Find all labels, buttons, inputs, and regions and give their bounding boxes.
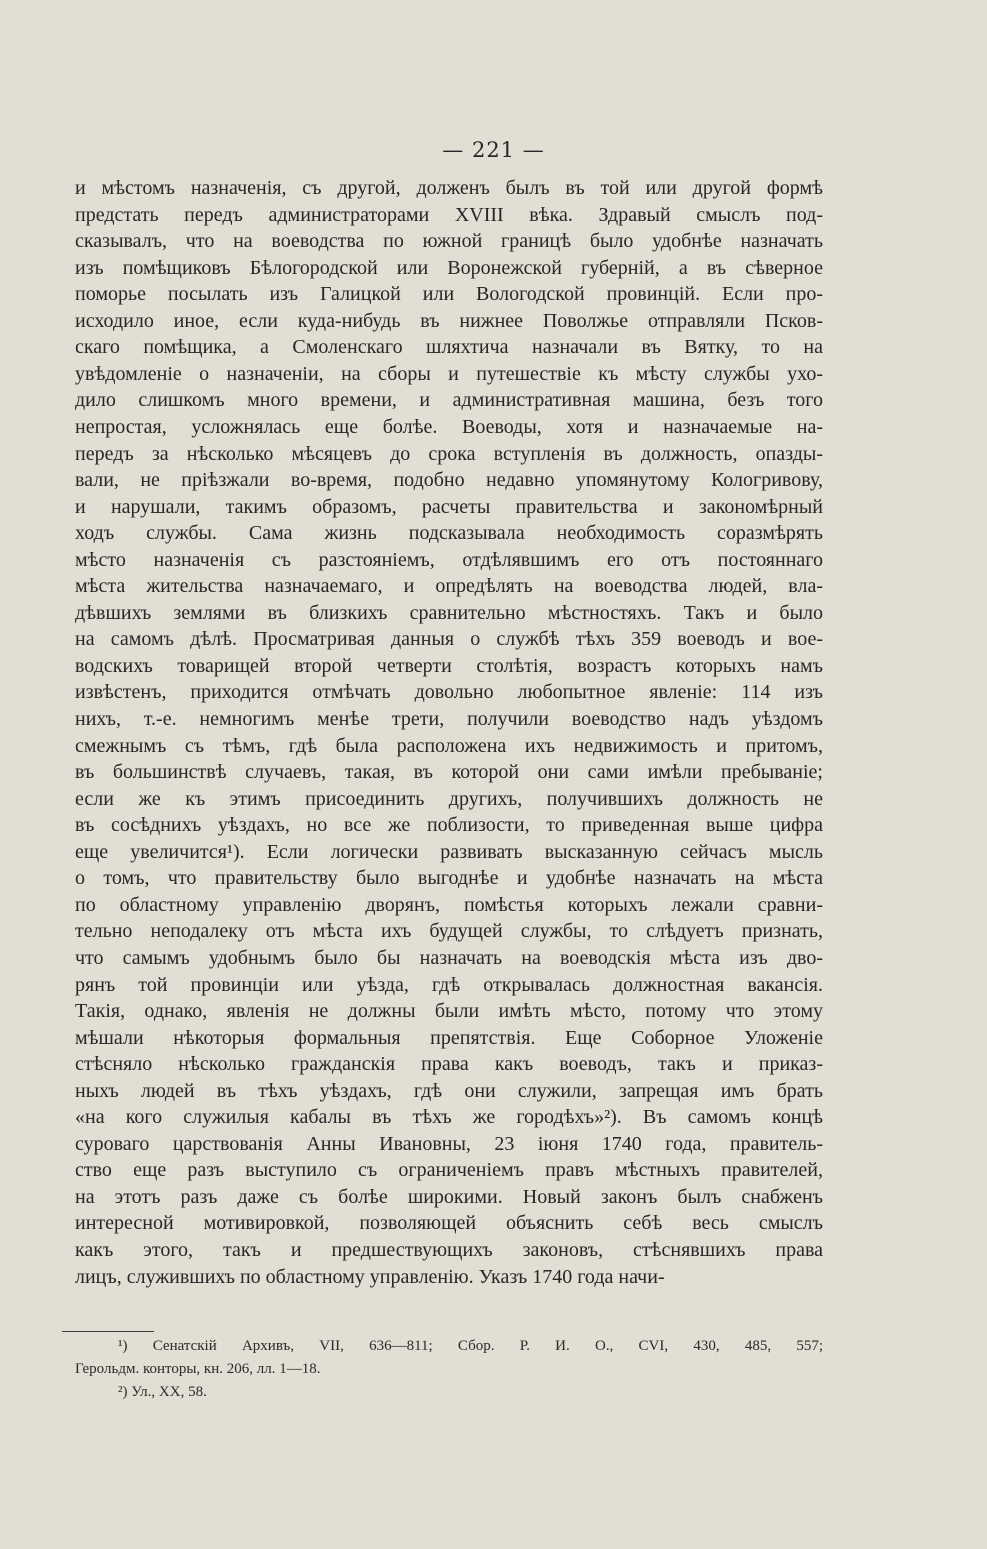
body-line: еще увеличится¹). Если логически развивать высказанную сейчасъ мысль <box>75 840 823 863</box>
body-line: что самымъ удобнымъ было бы назначать на воеводскія мѣста изъ дво- <box>75 946 823 969</box>
body-line: о томъ, что правительству было выгоднѣе и удобнѣе назначать на мѣста <box>75 867 823 890</box>
body-line: стѣсняло нѣсколько гражданскія права какъ воеводъ, такъ и приказ- <box>75 1053 823 1076</box>
body-line: поморье посылать изъ Галицкой или Вологодской провинцій. Если про- <box>75 283 823 306</box>
body-line: ныхъ людей въ тѣхъ уѣздахъ, гдѣ они служили, запрещая имъ брать <box>75 1079 823 1102</box>
body-line: сказывалъ, что на воеводства по южной границѣ было удобнѣе назначать <box>75 230 823 253</box>
body-line: въ большинствѣ случаевъ, такая, въ которой они сами имѣли пребываніе; <box>75 761 823 784</box>
body-line: суроваго царствованія Анны Ивановны, 23 іюня 1740 года, правитель- <box>75 1132 823 1155</box>
body-line: по областному управленію дворянъ, помѣстья которыхъ лежали сравни- <box>75 893 823 916</box>
body-line: Такія, однако, явленія не должны были имѣть мѣсто, потому что этому <box>75 1000 823 1023</box>
body-line: нихъ, т.-е. немногимъ менѣе трети, получили воеводство надъ уѣздомъ <box>75 708 823 730</box>
body-line: и мѣстомъ назначенія, съ другой, долженъ былъ въ той или другой формѣ <box>75 177 823 199</box>
body-line: мѣшали нѣкоторыя формальныя препятствія. Еще Соборное Уложеніе <box>75 1026 823 1049</box>
body-line: дило слишкомъ много времени, и административная машина, безъ того <box>75 389 823 412</box>
body-line: извѣстенъ, приходится отмѣчать довольно любопытное явленіе: 114 изъ <box>75 681 823 704</box>
body-line: предстать передъ администраторами XVIII вѣка. Здравый смыслъ под- <box>75 203 823 226</box>
body-line: въ сосѣднихъ уѣздахъ, но все же поблизости, то приведенная выше цифра <box>75 814 823 837</box>
body-line: изъ помѣщиковъ Бѣлогородской или Воронежской губерній, а въ сѣверное <box>75 256 823 279</box>
footnote-divider <box>62 1331 154 1332</box>
body-line: интересной мотивировкой, позволяющей объяснить себѣ весь смыслъ <box>75 1212 823 1235</box>
body-line: «на кого служилыя кабалы въ тѣхъ же городѣхъ»²). Въ самомъ концѣ <box>75 1106 823 1129</box>
footnote-line: ¹) Сенатскій Архивъ, VII, 636—811; Сбор. Р. И. О., CVI, 430, 485, 557; <box>118 1338 823 1354</box>
body-line: мѣсто назначенія съ разстояніемъ, отдѣлявшимъ его отъ постояннаго <box>75 548 823 571</box>
body-line: дѣвшихъ землями въ близкихъ сравнительно мѣстностяхъ. Такъ и было <box>75 601 823 624</box>
body-line: увѣдомленіе о назначеніи, на сборы и путешествіе къ мѣсту службы ухо- <box>75 362 823 385</box>
body-line: на этотъ разъ даже съ болѣе широкими. Новый законъ былъ снабженъ <box>75 1185 823 1208</box>
footnote-line: Герольдм. конторы, кн. 206, лл. 1—18. <box>75 1361 321 1377</box>
body-line: смежнымъ съ тѣмъ, гдѣ была расположена ихъ недвижимость и притомъ, <box>75 734 823 757</box>
footnote-line: ²) Ул., XX, 58. <box>118 1384 207 1400</box>
body-line: исходило иное, если куда-нибудь въ нижнее Поволжье отправляли Псков- <box>75 309 823 332</box>
body-line: ходъ службы. Сама жизнь подсказывала необходимость соразмѣрять <box>75 522 823 545</box>
page-number: — 221 — <box>442 138 545 162</box>
body-line: если же къ этимъ присоединить другихъ, получившихъ должность не <box>75 787 823 810</box>
body-line: на самомъ дѣлѣ. Просматривая данныя о службѣ тѣхъ 359 воеводъ и вое- <box>75 628 823 651</box>
body-line: рянъ той провинціи или уѣзда, гдѣ открывалась должностная вакансія. <box>75 973 823 996</box>
body-line: лицъ, служившихъ по областному управленію. Указъ 1740 года начи- <box>75 1265 665 1288</box>
body-line: непростая, усложнялась еще болѣе. Воеводы, хотя и назначаемые на- <box>75 415 823 438</box>
body-line: и нарушали, такимъ образомъ, расчеты правительства и закономѣрный <box>75 495 823 518</box>
body-line: ство еще разъ выступило съ ограниченіемъ правъ мѣстныхъ правителей, <box>75 1159 823 1182</box>
body-line: тельно неподалеку отъ мѣста ихъ будущей службы, то слѣдуетъ признать, <box>75 920 823 943</box>
body-line: мѣста жительства назначаемаго, и опредѣлять на воеводства людей, вла- <box>75 575 823 598</box>
body-line: скаго помѣщика, а Смоленскаго шляхтича назначали въ Вятку, то на <box>75 336 823 359</box>
body-line: передъ за нѣсколько мѣсяцевъ до срока вступленія въ должность, опазды- <box>75 442 823 465</box>
body-line: какъ этого, такъ и предшествующихъ законовъ, стѣснявшихъ права <box>75 1239 823 1261</box>
body-line: водскихъ товарищей второй четверти столѣтія, возрастъ которыхъ намъ <box>75 654 823 677</box>
body-line: вали, не пріѣзжали во-время, подобно недавно упомянутому Кологривову, <box>75 469 823 492</box>
